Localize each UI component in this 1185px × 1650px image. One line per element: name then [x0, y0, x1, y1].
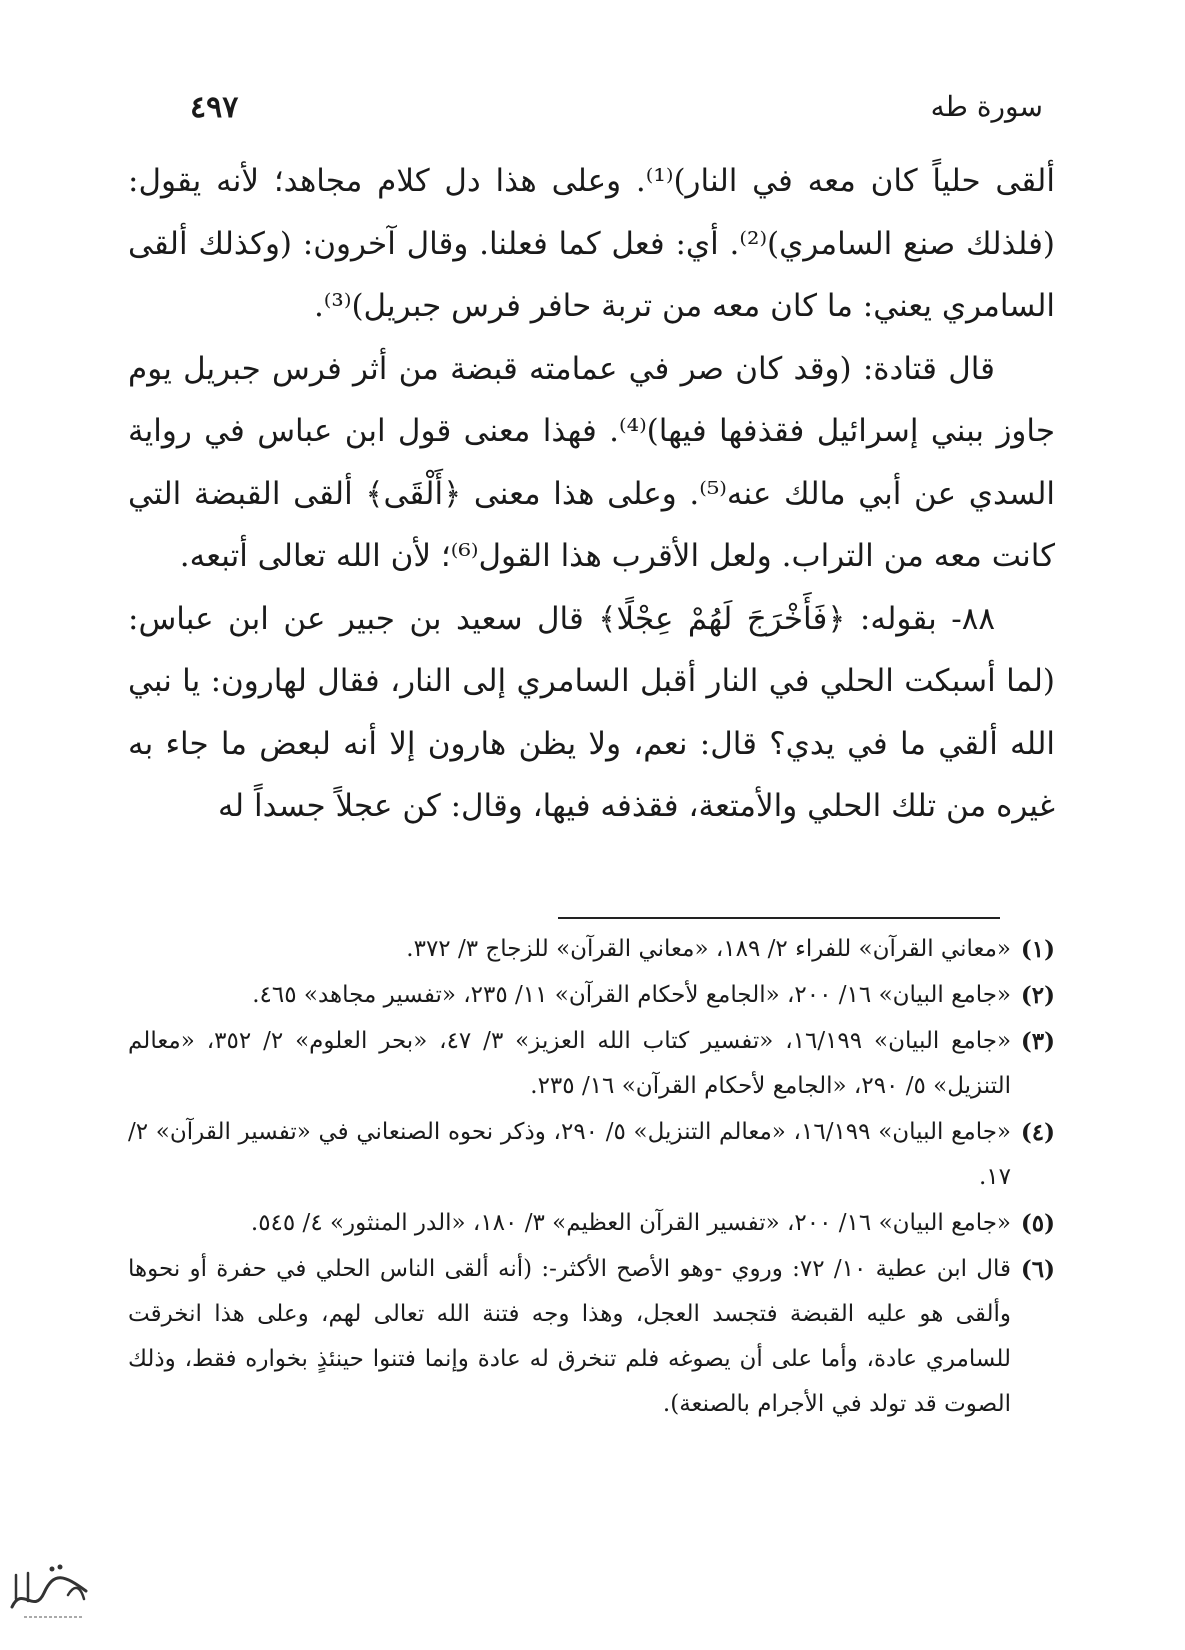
- footnote-text: «جامع البيان» ١٦/ ٢٠٠، «تفسير القرآن العظيم» ٣/ ١٨٠، «الدر المنثور» ٤/ ٥٤٥.: [250, 1210, 1011, 1236]
- surah-title: سورة طه: [930, 90, 1043, 123]
- paragraph-1: ألقى حلياً كان معه في النار)⁽¹⁾. وعلى هذا دل كلام مجاهد؛ لأنه يقول: (فلذلك صنع السامري)⁽²⁾. أي: فعل كما فعلنا. وقال آخرون: (وكذلك ألقى السامري يعني: ما كان معه من تربة حافر فرس جبريل)⁽³⁾.: [128, 163, 1055, 324]
- footnote-divider: [558, 917, 1000, 919]
- paragraph-2: قال قتادة: (وقد كان صر في عمامته قبضة من أثر فرس جبريل يوم جاوز ببني إسرائيل فقذفها فيها)⁽⁴⁾. فهذا معنى قول ابن عباس في رواية السدي عن أبي مالك عنه⁽⁵⁾. وعلى هذا معنى ﴿أَلْقَى﴾ ألقى القبضة التي كانت معه من التراب. ولعل الأقرب هذا القول⁽⁶⁾؛ لأن الله تعالى أتبعه.: [128, 350, 1055, 574]
- footnote-6: [128, 1247, 1055, 1427]
- footnote-text: قال ابن عطية ١٠/ ٧٢: وروي -وهو الأصح الأكثر-: (أنه ألقى الناس الحلي في حفرة أو نحوها وألقى هو عليه القبضة فتجسد العجل، وهذا وجه فتنة الله تعالى لهم، وعلى هذا انخرقت للسامري عادة، وأما على أن يصوغه فلم تنخرق له عادة وإنما فتنوا حينئذٍ بخواره فقط، وذلك الصوت قد تولد في الأجرام بالصنعة).: [128, 1256, 1011, 1417]
- footnote-number: (٤): [1020, 1119, 1055, 1146]
- footnote-3: [128, 1019, 1055, 1109]
- page-number: ٤٩٧: [190, 90, 239, 125]
- footnote-text: «معاني القرآن» للفراء ٢/ ١٨٩، «معاني القرآن» للزجاج ٣/ ٣٧٢.: [406, 936, 1011, 962]
- watermark-logo: [4, 1555, 94, 1627]
- footnote-2: [128, 973, 1055, 1018]
- footnote-number: (١): [1020, 936, 1055, 963]
- paragraph-3: ٨٨- بقوله: ﴿فَأَخْرَجَ لَهُمْ عِجْلًا﴾ قال سعيد بن جبير عن ابن عباس: (لما أسبكت الحلي في النار أقبل السامري إلى النار، فقال لهارون: يا نبي الله ألقي ما في يدي؟ قال: نعم، ولا يظن هارون إلا أنه لبعض ما جاء به غيره من تلك الحلي والأمتعة، فقذفه فيها، وقال: كن عجلاً جسداً له: [128, 600, 1055, 824]
- main-text: [128, 150, 1055, 838]
- footnote-1: [128, 927, 1055, 972]
- footnote-number: (٥): [1020, 1210, 1055, 1237]
- footnote-text: «جامع البيان» ١٦/١٩٩، «تفسير كتاب الله العزيز» ٣/ ٤٧، «بحر العلوم» ٢/ ٣٥٢، «معالم التنزيل» ٥/ ٢٩٠، «الجامع لأحكام القرآن» ١٦/ ٢٣٥.: [128, 1028, 1012, 1099]
- footnotes: [128, 927, 1055, 1428]
- footnote-5: [128, 1201, 1055, 1246]
- footnote-number: (٢): [1020, 982, 1055, 1009]
- page-header: [130, 80, 1055, 130]
- footnote-text: «جامع البيان» ١٦/ ٢٠٠، «الجامع لأحكام القرآن» ١١/ ٢٣٥، «تفسير مجاهد» ٤٦٥.: [252, 982, 1011, 1008]
- footnote-text: «جامع البيان» ١٦/١٩٩، «معالم التنزيل» ٥/ ٢٩٠، وذكر نحوه الصنعاني في «تفسير القرآن» ٢/ ١٧.: [128, 1119, 1011, 1190]
- footnote-number: (٦): [1020, 1256, 1055, 1283]
- footnote-4: [128, 1110, 1055, 1200]
- footnote-number: (٣): [1020, 1028, 1055, 1055]
